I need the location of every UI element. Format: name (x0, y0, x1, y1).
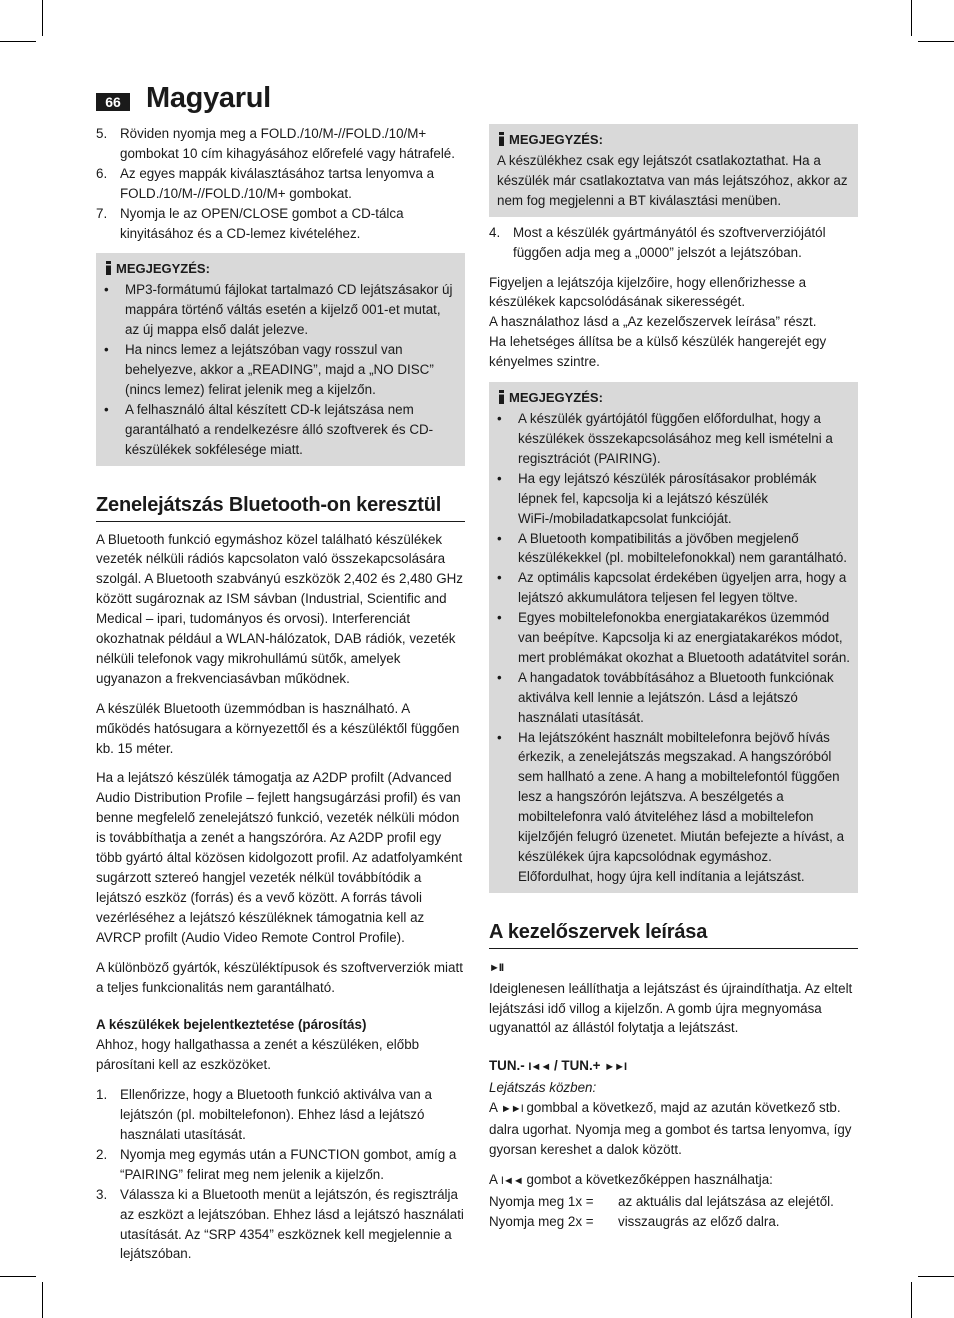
right-column (489, 124, 858, 1232)
list-item: 3. Válassza ki a Bluetooth menüt a lejátszón, és regisztrálja az eszközt a lejátszóban. Ehhez lásd a lejátszó használati utasítását. Az “SRP 4354” eszköznek kell megjelennie a lejátszóban. (96, 1186, 464, 1262)
press-row: Nyomja meg 2x = visszaugrás az előző dalra. (489, 1213, 780, 1229)
list-item: 1. Ellenőrizze, hogy a Bluetooth funkció aktiválva van a lejátszón (pl. mobiltelefonon). Ehhez lásd a lejátszó használati utasítását. (96, 1087, 432, 1142)
paragraph: Ha lehetséges állítsa be a külső készülék hangerejét egy kényelmes szintre. (489, 334, 827, 370)
left-column (96, 124, 465, 1274)
crop-mark (0, 1276, 36, 1277)
pairing-steps-list (96, 1085, 465, 1264)
note-title: MEGJEGYZÉS: (509, 132, 603, 147)
list-item: • MP3-formátumú fájlokat tartalmazó CD lejátszásakor új mappára történő váltás esetén a kijelző 001-et mutat, az új mappa első dalát jelezve. (104, 282, 453, 338)
page-number: 66 (96, 93, 130, 111)
list-item: • Egyes mobiltelefonokba energiatakarékos üzemmód van beépítve. Kapcsolja ki az energiatakarékos módot, mert problémákat okozhat a Bluetooth adatátvitel során. (497, 610, 850, 665)
cd-steps-list (96, 124, 465, 243)
paragraph: A különböző gyártók, készüléktípusok és szoftververziók miatt a teljes funkcionalitás nem garantálható. (96, 959, 463, 995)
page-title: Magyarul (146, 82, 271, 114)
skip-back-icon: I◄◄ (500, 1174, 523, 1187)
info-icon (497, 132, 506, 151)
info-icon (497, 390, 506, 409)
note-box (489, 382, 858, 893)
list-item: • Ha nincs lemez a lejátszóban vagy rosszul van behelyezve, akkor a „READING”, majd a „NO DISC” (nincs lemez) felirat jelenik meg a kijelzőn. (104, 342, 434, 397)
subsection-heading: A készülékek bejelentkeztetése (párosítás) (96, 1017, 367, 1033)
list-item: • A készülék gyártójától függően előfordulhat, hogy a készülékek összekapcsolásához meg kell ismételni a regisztrációt (PAIRING). (497, 411, 833, 466)
play-pause-icon: ►II (489, 961, 503, 974)
crop-mark (918, 41, 954, 42)
note-title: MEGJEGYZÉS: (116, 261, 210, 277)
paragraph: A ►►I gombbal a következő, majd az azután következő stb. dalra ugorhat. Nyomja meg a gombot és tartsa lenyomva, így gyorsan kereshet a dalok között. (489, 1100, 852, 1157)
list-item: • Az optimális kapcsolat érdekében ügyeljen arra, hogy a lejátszó akkumulátora teljesen fel legyen töltve. (497, 570, 847, 606)
paragraph: Ahhoz, hogy hallgathassa a zenét a készüléken, előbb párosítani kell az eszközöket. (96, 1037, 420, 1073)
section-heading: Zenelejátszás Bluetooth-on keresztül (96, 496, 465, 522)
skip-forward-icon: ►►I (500, 1103, 523, 1116)
note-box (96, 253, 465, 465)
tuning-heading: TUN.- I◄◄ / TUN.+ ►►I (489, 1058, 627, 1074)
list-item: • A felhasználó által készített CD-k lejátszása nem garantálható a rendelkezésre álló szoftverek és CD-készülékek sokfélesége miatt. (104, 401, 434, 457)
list-item: 2. Nyomja meg egymás után a FUNCTION gombot, amíg a “PAIRING” felirat meg nem jelenik a kijelzőn. (96, 1146, 457, 1182)
list-item: 6. Az egyes mappák kiválasztásához tartsa lenyomva a FOLD./10/M-//FOLD./10/M+ gombokat. (96, 165, 435, 201)
during-play-label: Lejátszás közben: (489, 1080, 597, 1096)
paragraph: A Bluetooth funkció egymáshoz közel található készülékek vezeték nélküli rádiós kapcsolaton való összekapcsolására szolgál. A Bluetooth szabványú eszközök 2,402 és 2,480 GHz között sugároznak az ISM sávban (Industrial, Scientific and Medical – ipari, tudományos és orvosi). Interferenciát okozhatnak például a WLAN-hálózatok, DAB rádiók, vezeték nélküli telefonok vagy mikrohullámú sütők, amelyek ugyanazon a frekvenciasávban működnek. (96, 531, 463, 686)
skip-back-icon: I◄◄ (528, 1061, 551, 1074)
skip-forward-icon: ►►I (604, 1061, 627, 1074)
info-icon (104, 261, 113, 280)
crop-mark (42, 1282, 43, 1318)
list-item: 7. Nyomja le az OPEN/CLOSE gombot a CD-tálca kinyitásához és a CD-lemez kivételéhez. (96, 205, 404, 241)
note-text: A készülékhez csak egy lejátszót csatlakoztathat. Ha a készülék már csatlakoztatva van más lejátszóhoz, akkor az nem fog megjelenni a BT kiválasztási menüben. (497, 153, 848, 208)
crop-mark (42, 0, 43, 36)
paragraph: A I◄◄ gombot a következőképpen használhatja: (489, 1171, 773, 1187)
list-item: • Ha egy lejátszó készülék párosításakor problémák lépnek fel, kapcsolja ki a lejátszó készülék WiFi-/mobiladatkapcsolat funkcióját. (497, 470, 817, 526)
list-item: • A hangadatok továbbításához a Bluetooth funkciónak aktiválva kell lennie a lejátszón. Lásd a lejátszó használati utasítását. (497, 669, 834, 725)
paragraph: Ideiglenesen leállíthatja a lejátszást és újraindíthatja. Az eltelt lejátszási idő villog a kijelzőn. A gomb újra megnyomása ugyanattól az állástól folytatja a lejátszást. (489, 980, 853, 1036)
note-box (489, 124, 858, 217)
paragraph: Figyeljen a lejátszója kijelzőire, hogy ellenőrizhesse a készülékek kapcsolódásának sikerességét. (489, 274, 807, 310)
list-item: • A Bluetooth kompatibilitás a jövőben megjelenő készülékekkel (pl. mobiltelefonokkal) nem garantálható. (497, 530, 847, 566)
list-item: 5. Röviden nyomja meg a FOLD./10/M-//FOLD./10/M+ gombokat 10 cím kihagyásához előrefelé vagy hátrafelé. (96, 126, 455, 161)
section-heading: A kezelőszervek leírása (489, 923, 858, 949)
list-item: 4. Most a készülék gyártmányától és szoftververziójától függően adja meg a „0000” jelszót a lejátszóban. (489, 224, 826, 260)
crop-mark (911, 1282, 912, 1318)
crop-mark (0, 41, 36, 42)
crop-mark (918, 1276, 954, 1277)
press-row: Nyomja meg 1x = az aktuális dal lejátszása az elejétől. (489, 1193, 834, 1209)
list-item: • Ha lejátszóként használt mobiltelefonra bejövő hívás érkezik, a zenelejátszás megszakad. A hangszóróból sem hallható a zene. A hang a mobiltelefontól függően lesz a hangszórón lejátszva. A beszélgetés a mobiltelefonra való átviteléhez lásd a mobiltelefon kijelzőjén felugró üzenetet. Miután befejezte a hívást, a készülékek újra kapcsolódnak egymáshoz. Előfordulhat, hogy újra kell indítania a lejátszást. (497, 729, 845, 884)
play-pause-symbol (489, 957, 858, 979)
crop-mark (911, 0, 912, 36)
pairing-steps-list (489, 223, 858, 263)
paragraph: Ha a lejátszó készülék támogatja az A2DP profilt (Advanced Audio Distribution Profile – fejlett hangsugárzási profil) és van benne megfelelő zenelejátszó funkció, vezeték nélküli módon is továbbíthatja a zenét a hangszóróra. Az A2DP profil egy több gyártó által közösen kidolgozott profil. Az adatfolyamként sugárzott sztereó hangjel vezeték nélkül továbbítódik a lejátszó eszköz (forrás) és a vevő között. A forrás távoli vezérléséhez a lejátszó készüléknek támogatnia kell az AVRCP profilt (Audio Video Remote Control Profile). (96, 770, 463, 945)
note-title: MEGJEGYZÉS: (509, 390, 603, 406)
paragraph: A használathoz lásd a „Az kezelőszervek leírása” részt. (489, 314, 817, 330)
paragraph: A készülék Bluetooth üzemmódban is használható. A működés hatósugara a környezettől és a készüléktől függően kb. 15 méter. (96, 700, 460, 756)
